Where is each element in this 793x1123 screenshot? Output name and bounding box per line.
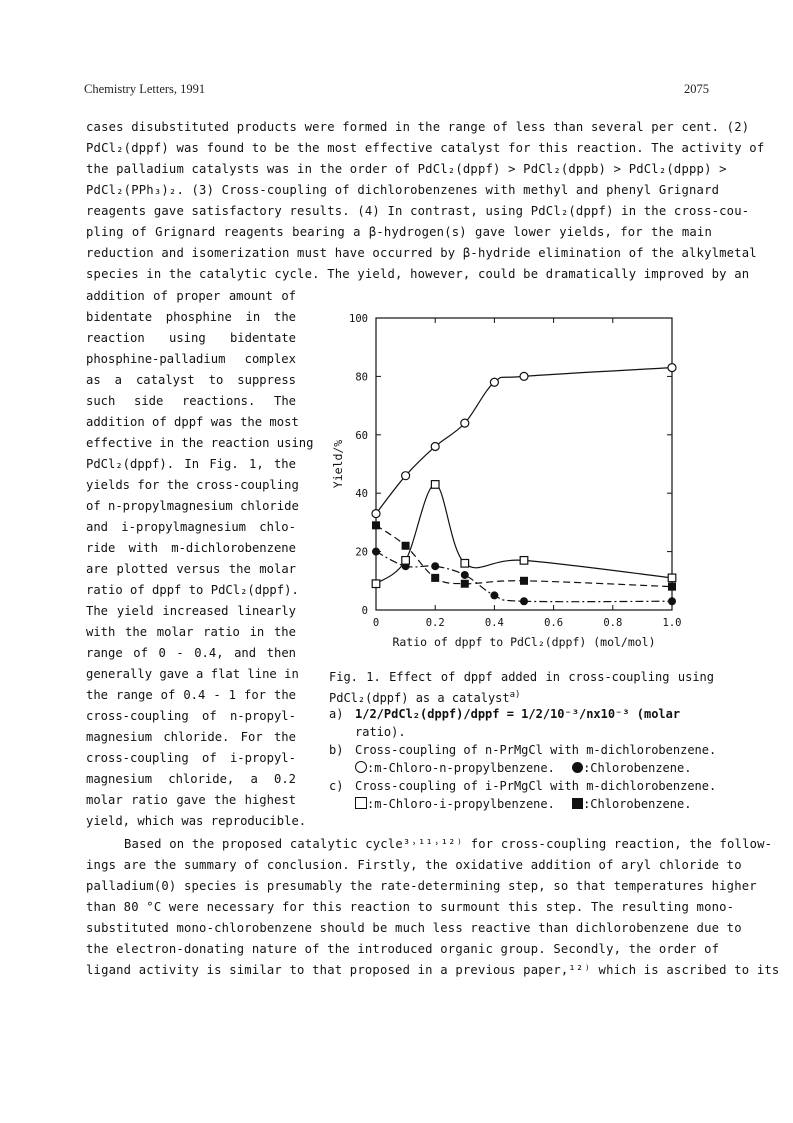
open-square-icon (355, 797, 367, 809)
text-line: effective in the reaction using (86, 436, 314, 450)
item-text: Cross-coupling of n-PrMgCl with m-dichlorobenzene. (355, 743, 717, 757)
x-tick-label: 0.2 (425, 617, 445, 629)
item-label: a) (329, 707, 344, 721)
text-line: ligand activity is similar to that proposed in a previous paper,¹²⁾ which is ascribed to its (86, 963, 780, 977)
y-axis-label: Yield/% (331, 439, 345, 489)
item-label: b) (329, 743, 344, 757)
caption-line: ratio). (355, 725, 406, 739)
text-line: addition of proper amount of (86, 289, 296, 303)
footnote-mark: a) (509, 690, 521, 700)
data-point (402, 542, 410, 550)
caption-item-b (329, 741, 717, 759)
plot-frame (376, 318, 672, 610)
text-line: cross-coupling of n-propyl- (86, 709, 296, 723)
text-line: species in the catalytic cycle. The yield, however, could be dramatically improved by an (86, 267, 750, 281)
caption-legend-b (355, 759, 715, 777)
text-line: ratio of dppf to PdCl₂(dppf). (86, 583, 299, 597)
text-line: are plotted versus the molar (86, 562, 296, 576)
page-number: 2075 (684, 82, 709, 96)
text-line: the palladium catalysts was in the order of PdCl₂(dppf) > PdCl₂(dppb) > PdCl₂(dppp) > (86, 162, 727, 176)
data-point (431, 562, 439, 570)
data-point (431, 481, 439, 489)
item-text: 1/2/PdCl₂(dppf)/dppf = 1/2/10⁻³/nx10⁻³ (molar (355, 707, 681, 721)
open-circle-icon (355, 761, 367, 773)
text-line: the electron-donating nature of the introduced organic group. Secondly, the order of (86, 942, 720, 956)
text-line: the range of 0.4 - 1 for the (86, 688, 296, 702)
legend-text: :Chlorobenzene. (583, 797, 692, 811)
x-tick-label: 0.8 (603, 617, 623, 629)
data-point (520, 597, 528, 605)
text-line: PdCl₂(PPh₃)₂. (3) Cross-coupling of dichlorobenzenes with methyl and phenyl Grignard (86, 183, 720, 197)
text-line: pling of Grignard reagents bearing a β-hydrogen(s) gave lower yields, for the main (86, 225, 712, 239)
text-line: yields for the cross-coupling (86, 478, 299, 492)
data-point (372, 510, 380, 518)
caption-line (329, 686, 714, 707)
text-line: PdCl₂(dppf). In Fig. 1, the (86, 457, 296, 471)
text-line: magnesium chloride. For the (86, 730, 296, 744)
legend-text: :m-Chloro-i-propylbenzene. (367, 797, 555, 811)
data-point (668, 364, 676, 372)
text-line: with the molar ratio in the (86, 625, 296, 639)
legend-text: :Chlorobenzene. (583, 761, 692, 775)
data-point (490, 378, 498, 386)
data-point (668, 574, 676, 582)
legend-text: :m-Chloro-n-propylbenzene. (367, 761, 555, 775)
data-point (402, 472, 410, 480)
data-point (372, 521, 380, 529)
y-tick-label: 40 (355, 488, 368, 501)
figure-1-chart (322, 308, 694, 656)
text-line: ride with m-dichlorobenzene (86, 541, 296, 555)
y-tick-label: 0 (361, 605, 368, 617)
caption-item-c (329, 777, 717, 795)
text-line: cases disubstituted products were formed in the range of less than several per cent. (2) (86, 120, 750, 134)
data-point (668, 583, 676, 591)
data-point (461, 580, 469, 588)
data-point (520, 577, 528, 585)
text-line: of n-propylmagnesium chloride (86, 499, 299, 513)
item-label: c) (329, 779, 344, 793)
data-point (461, 571, 469, 579)
text-line: The yield increased linearly (86, 604, 296, 618)
text-line: substituted mono-chlorobenzene should be much less reactive than dichlorobenzene due to (86, 921, 742, 935)
text-line: bidentate phosphine in the (86, 310, 296, 324)
journal-header: Chemistry Letters, 1991 (84, 82, 206, 96)
x-tick-label: 0.6 (544, 617, 564, 629)
data-point (520, 557, 528, 565)
text-line: reagents gave satisfactory results. (4) In contrast, using PdCl₂(dppf) in the cross-cou- (86, 204, 750, 218)
text-line: PdCl₂(dppf) was found to be the most effective catalyst for this reaction. The activity of (86, 141, 765, 155)
text-line: cross-coupling of i-propyl- (86, 751, 296, 765)
caption-item-a (329, 705, 714, 723)
data-point (372, 548, 380, 556)
text-line: ings are the summary of conclusion. Firstly, the oxidative addition of aryl chloride to (86, 858, 742, 872)
text-line: such side reactions. The (86, 394, 296, 408)
data-point (520, 372, 528, 380)
text-line: range of 0 - 0.4, and then (86, 646, 296, 660)
data-point (668, 597, 676, 605)
series-line (376, 484, 672, 583)
text-line: reduction and isomerization must have occurred by β-hydride elimination of the alkylmetal (86, 246, 757, 260)
x-tick-label: 0.4 (484, 617, 504, 629)
x-axis-label: Ratio of dppf to PdCl₂(dppf) (mol/mol) (392, 635, 656, 649)
text-line: Based on the proposed catalytic cycle³˒¹¹˒¹²⁾ for cross-coupling reaction, the follow- (124, 837, 773, 851)
caption-legend-c (355, 795, 715, 813)
y-tick-label: 100 (349, 313, 368, 325)
caption-line: Fig. 1. Effect of dppf added in cross-coupling using (329, 670, 714, 684)
y-tick-label: 20 (355, 546, 368, 559)
y-tick-label: 80 (355, 371, 368, 384)
data-point (431, 574, 439, 582)
data-point (402, 557, 410, 565)
x-tick-label: 0 (372, 617, 380, 629)
data-point (372, 580, 380, 588)
item-text: Cross-coupling of i-PrMgCl with m-dichlorobenzene. (355, 779, 717, 793)
data-point (461, 559, 469, 567)
data-point (490, 591, 498, 599)
text-line: molar ratio gave the highest (86, 793, 296, 807)
series-line (376, 368, 672, 514)
text-line: as a catalyst to suppress (86, 373, 296, 387)
text-line: phosphine-palladium complex (86, 352, 296, 366)
text-line: magnesium chloride, a 0.2 (86, 772, 296, 786)
text-line: generally gave a flat line in (86, 667, 299, 681)
y-tick-label: 60 (355, 429, 368, 442)
filled-square-icon (572, 798, 583, 809)
caption-text: PdCl₂(dppf) as a catalyst (329, 691, 510, 705)
text-line: reaction using bidentate (86, 331, 296, 345)
text-line: addition of dppf was the most (86, 415, 299, 429)
data-point (461, 419, 469, 427)
x-tick-label: 1.0 (662, 617, 682, 629)
filled-circle-icon (572, 762, 583, 773)
text-line: than 80 °C were necessary for this reaction to surmount this step. The resulting mono- (86, 900, 735, 914)
text-line: and i-propylmagnesium chlo- (86, 520, 296, 534)
text-line: yield, which was reproducible. (86, 814, 307, 828)
data-point (431, 442, 439, 450)
text-line: palladium(0) species is presumably the rate-determining step, so that temperatures higher (86, 879, 757, 893)
